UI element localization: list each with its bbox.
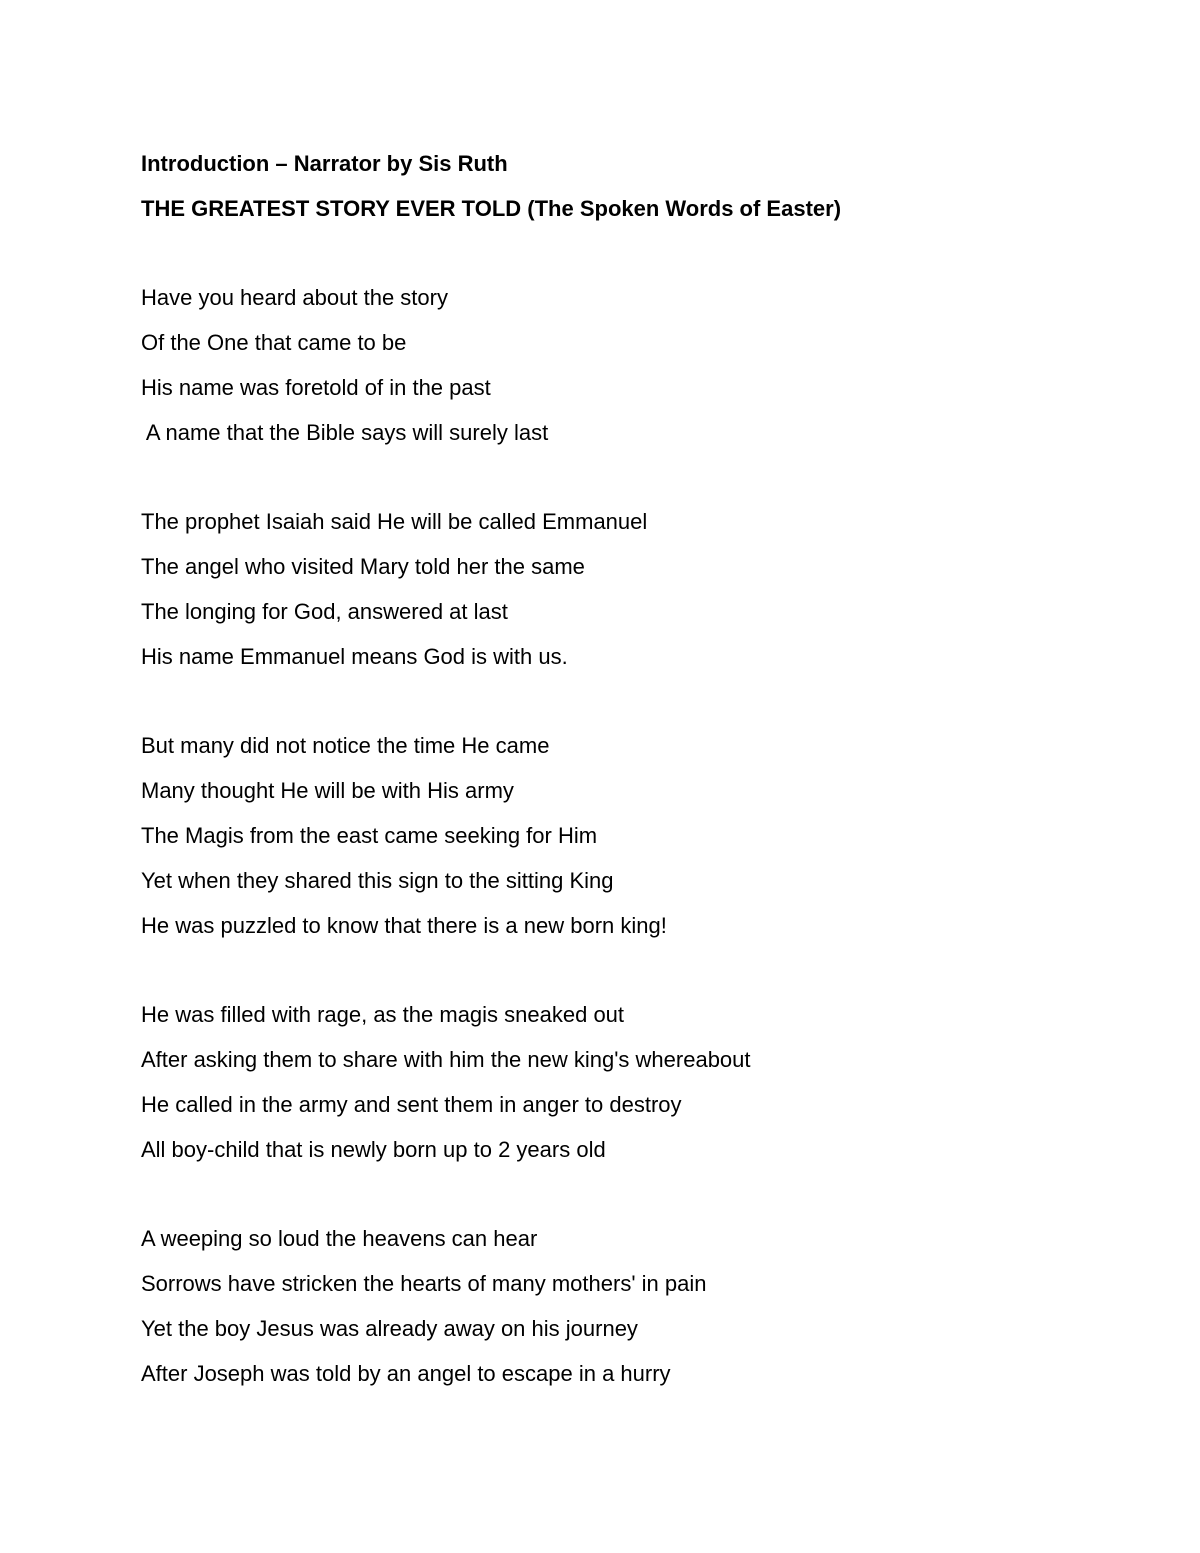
stanza-1 <box>141 275 1141 455</box>
poem-line: After asking them to share with him the new king's whereabout <box>141 1047 751 1072</box>
spacer <box>141 948 1141 992</box>
poem-line: Many thought He will be with His army <box>141 778 514 803</box>
stanza-5 <box>141 1216 1141 1396</box>
poem-line: Of the One that came to be <box>141 330 407 355</box>
stanza-2 <box>141 499 1141 679</box>
spacer <box>141 455 1141 499</box>
poem-line: But many did not notice the time He came <box>141 733 550 758</box>
poem-line: Have you heard about the story <box>141 285 448 310</box>
poem-line: All boy-child that is newly born up to 2 years old <box>141 1137 606 1162</box>
document-body <box>141 141 1141 1396</box>
poem-line: He was filled with rage, as the magis sneaked out <box>141 1002 625 1027</box>
poem-line: The Magis from the east came seeking for Him <box>141 823 598 848</box>
poem-line: Yet the boy Jesus was already away on his journey <box>141 1316 638 1341</box>
document-heading: Introduction – Narrator by Sis Ruth <box>141 151 508 176</box>
stanza-3 <box>141 723 1141 948</box>
poem-line: After Joseph was told by an angel to escape in a hurry <box>141 1361 671 1386</box>
poem-line: A weeping so loud the heavens can hear <box>141 1226 538 1251</box>
poem-line: His name was foretold of in the past <box>141 375 491 400</box>
stanza-4 <box>141 992 1141 1172</box>
poem-line: He was puzzled to know that there is a new born king! <box>141 913 667 938</box>
poem-line: A name that the Bible says will surely last <box>141 420 549 445</box>
spacer <box>141 679 1141 723</box>
spacer <box>141 1172 1141 1216</box>
document-title: THE GREATEST STORY EVER TOLD (The Spoken Words of Easter) <box>141 196 842 221</box>
poem-line: His name Emmanuel means God is with us. <box>141 644 568 669</box>
poem-line: Sorrows have stricken the hearts of many mothers' in pain <box>141 1271 707 1296</box>
poem-line: The prophet Isaiah said He will be called Emmanuel <box>141 509 648 534</box>
poem-line: The longing for God, answered at last <box>141 599 508 624</box>
poem-line: Yet when they shared this sign to the sitting King <box>141 868 614 893</box>
spacer <box>141 231 1141 275</box>
poem-line: The angel who visited Mary told her the same <box>141 554 585 579</box>
poem-line: He called in the army and sent them in anger to destroy <box>141 1092 682 1117</box>
